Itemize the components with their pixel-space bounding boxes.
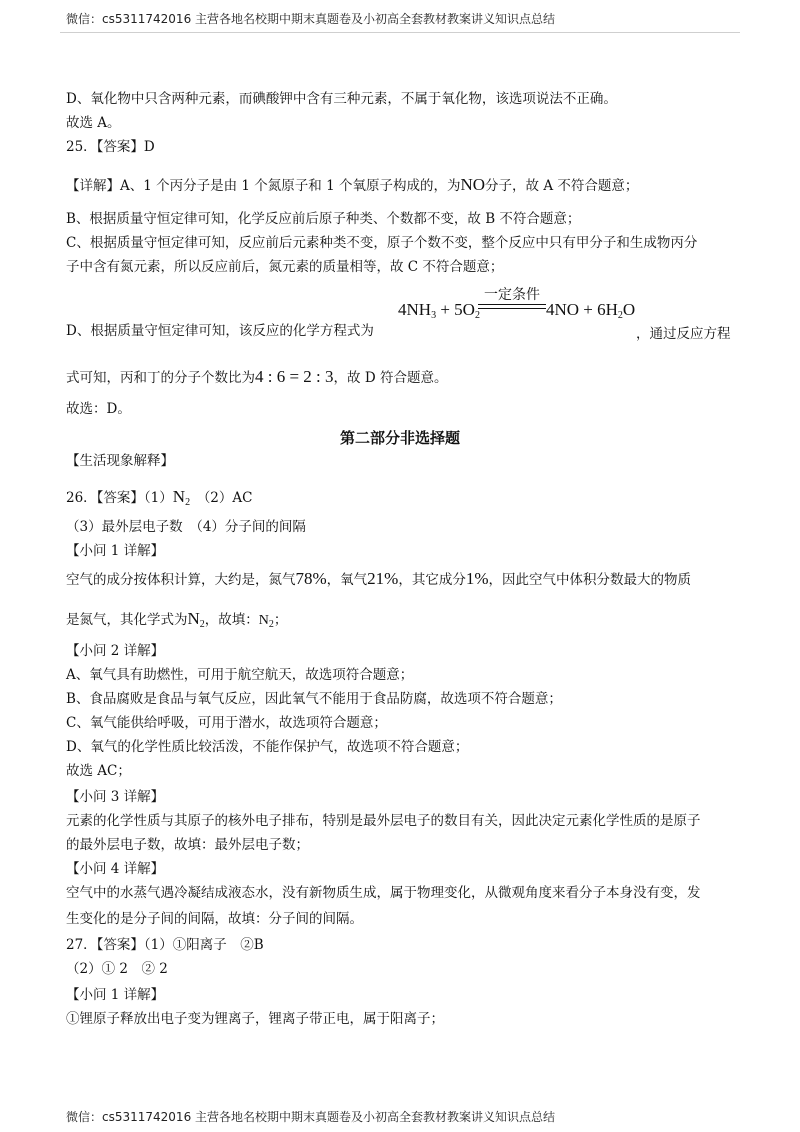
page-header: 微信：cs5311742016 主营各地名校期中期末真题卷及小初高全套教材教案讲义知识点总结	[66, 12, 556, 26]
q26-sub3-line2: 的最外层电子数，故填：最外层电子数；	[66, 837, 309, 853]
q25-explain-c2: 子中含有氮元素，所以反应前后，氮元素的质量相等，故 C 不符合题意；	[66, 259, 504, 275]
q27-answer-2: （2）① 2 ② 2	[66, 961, 168, 977]
q26-sub2-title: 【小问 2 详解】	[66, 643, 165, 659]
q25-choice: 故选：D。	[66, 401, 131, 417]
q26-sub2-c: C、氧气能供给呼吸，可用于潜水，故选项符合题意；	[66, 715, 387, 731]
formula-no: NO	[460, 175, 486, 194]
q25-answer: 25．【答案】D	[66, 139, 155, 155]
q25-explain-c1: C、根据质量守恒定律可知，反应前后元素种类不变，原子个数不变，整个反应中只有甲分子和生成物丙分	[66, 235, 698, 251]
q24-option-d: D、氧化物中只含两种元素，而碘酸钾中含有三种元素，不属于氧化物，该选项说法不正确。	[66, 91, 617, 107]
q26-answer-2: （3）最外层电子数 （4）分子间的间隔	[66, 519, 306, 535]
q26-sub3-line1: 元素的化学性质与其原子的核外电子排布，特别是最外层电子的数目有关，因此决定元素化学性质的是原子	[66, 813, 701, 829]
q26-sub4-line2: 生变化的是分子间的间隔，故填：分子间的间隔。	[66, 911, 363, 927]
chemical-equation	[398, 284, 638, 324]
q26-sub3-title: 【小问 3 详解】	[66, 789, 165, 805]
q26-sub4-line1: 空气中的水蒸气遇冷凝结成液态水，没有新物质生成，属于物理变化，从微观角度来看分子本身没有变，发	[66, 885, 701, 901]
q25-explain-d2: 式可知，丙和丁的分子个数比为4 : 6 = 2 : 3，故 D 符合题意。	[66, 367, 448, 386]
q25-explain-a: 【详解】A、1 个丙分子是由 1 个氮原子和 1 个氧原子构成的，为NO分子，故 A 不符合题意；	[66, 175, 639, 194]
q26-sub2-b: B、食品腐败是食品与氧气反应，因此氧气不能用于食品防腐，故选项不符合题意；	[66, 691, 562, 707]
q27-sub1-line1: ①锂原子释放出电子变为锂离子，锂离子带正电，属于阳离子；	[66, 1011, 444, 1027]
page-footer: 微信：cs5311742016 主营各地名校期中期末真题卷及小初高全套教材教案讲义知识点总结	[66, 1110, 556, 1124]
q27-answer: 27．【答案】（1）①阳离子 ②B	[66, 937, 264, 953]
q24-choice: 故选 A。	[66, 115, 121, 131]
equation-products: $4NO + 6H_2O$	[546, 300, 636, 321]
q26-sub1-line1: 空气的成分按体积计算，大约是，氮气78%，氧气21%，其它成分1%，因此空气中体积分数最大的物质	[66, 569, 692, 588]
equation-reactants: $4NH_3 + 5O_2$	[398, 300, 480, 321]
q27-sub1-title: 【小问 1 详解】	[66, 987, 165, 1003]
ratio-expression: 4 : 6 = 2 : 3	[255, 367, 334, 386]
section-subtitle: 【生活现象解释】	[66, 453, 174, 469]
q25-explain-d-tail: ，通过反应方程	[636, 326, 731, 342]
equation-condition: 一定条件	[484, 288, 540, 303]
q26-sub1-line2: 是氮气，其化学式为$N_2$，故填：$N_2$；	[66, 609, 288, 630]
q26-answer: 26．【答案】$(1)N_2$ （2）AC	[66, 487, 253, 508]
header-rule	[60, 32, 740, 33]
q25-explain-d: D、根据质量守恒定律可知，该反应的化学方程式为	[66, 323, 374, 339]
section-title: 第二部分非选择题	[339, 429, 460, 447]
q26-sub2-a: A、氧气具有助燃性，可用于航空航天，故选项符合题意；	[66, 667, 414, 683]
formula-n2: $N_2$	[172, 487, 191, 508]
equation-equals-sign	[478, 304, 546, 309]
q26-sub2-choice: 故选 AC；	[66, 763, 131, 779]
q25-explain-b: B、根据质量守恒定律可知，化学反应前后原子种类、个数都不变，故 B 不符合题意；	[66, 211, 581, 227]
q26-sub2-d: D、氧气的化学性质比较活泼，不能作保护气，故选项不符合题意；	[66, 739, 469, 755]
q26-sub4-title: 【小问 4 详解】	[66, 861, 165, 877]
q26-sub1-title: 【小问 1 详解】	[66, 543, 165, 559]
